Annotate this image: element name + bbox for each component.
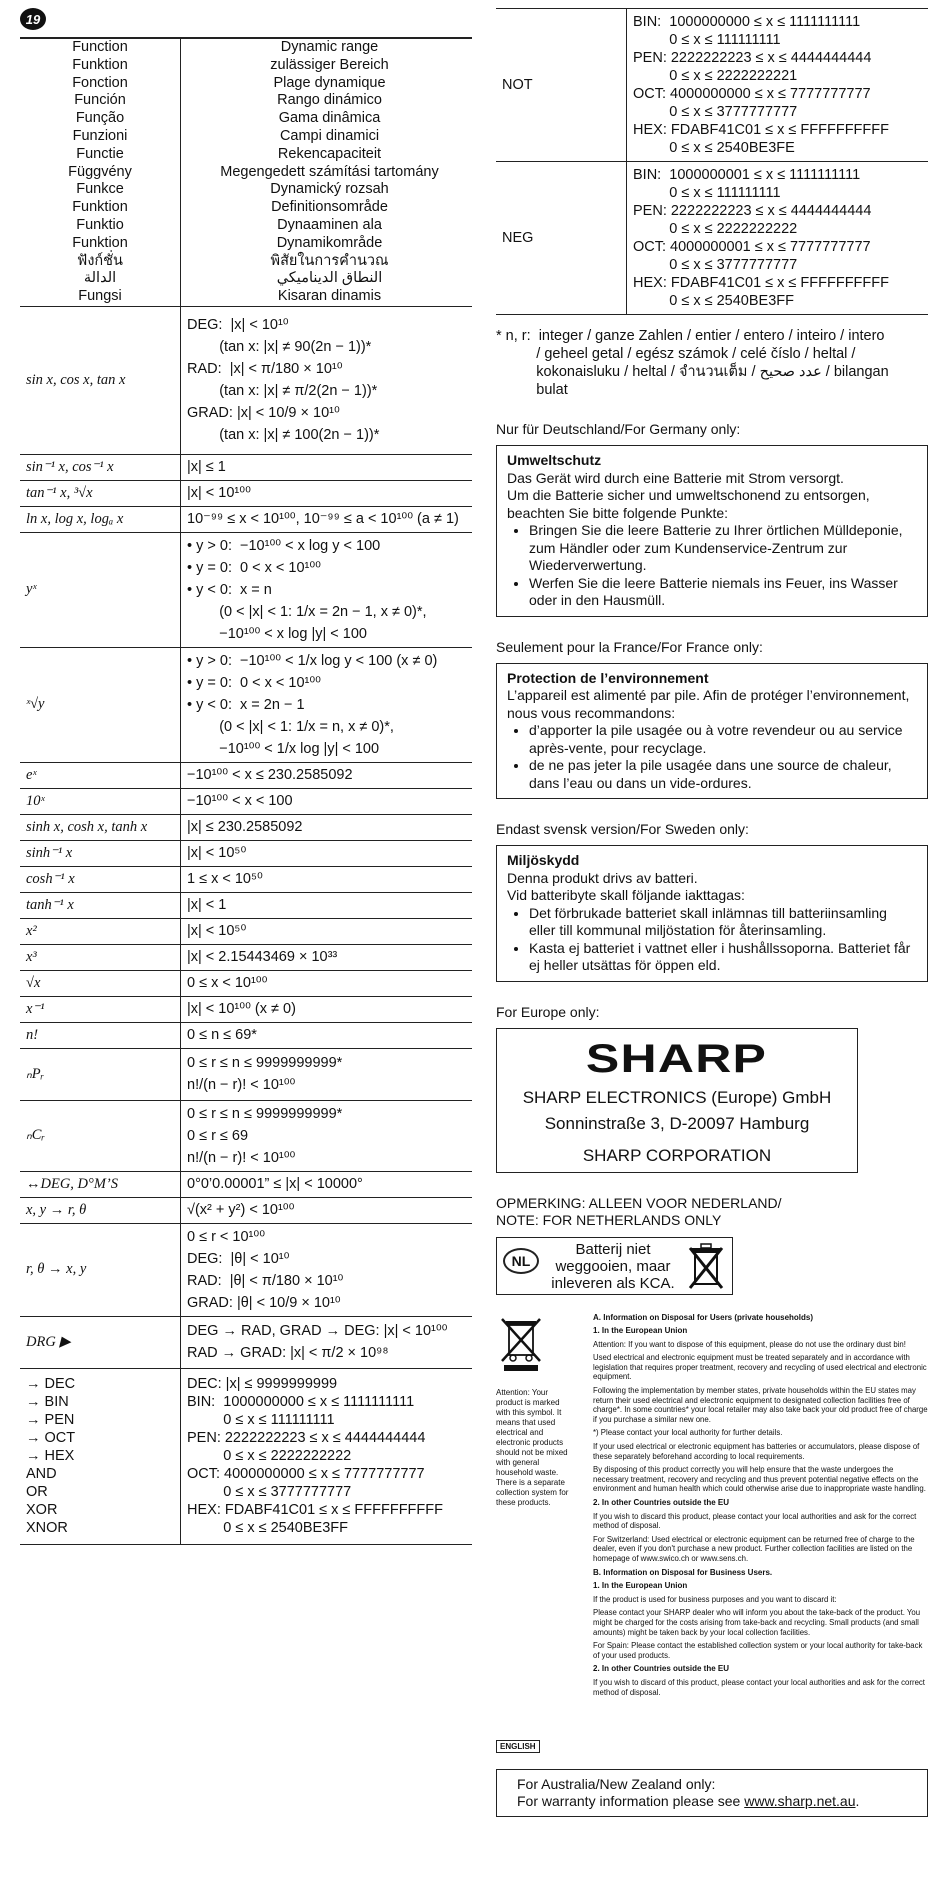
disposal-paragraph-text: If you wish to discard of this product, please contact your local authorities and ask for the correct method of disposal. [593,1677,925,1697]
function-cell: ₙCᵣ [20,1100,181,1171]
range-cell-line: BIN: 1000000000 ≤ x ≤ 1111111111 [187,1394,415,1411]
range-cell-line: • y = 0: 0 < x < 10¹⁰⁰ [187,559,321,576]
logic-range-line: 0 ≤ x ≤ 111111111 [633,32,781,48]
function-cell: sinh⁻¹ x [20,840,181,866]
table-row [20,1171,472,1197]
range-label-3: Rango dinámico [277,92,382,109]
function-label-8: Funkce [76,181,124,198]
range-cell-line: |x| ≤ 1 [187,459,226,476]
table-row [20,892,472,918]
function-cell-line: → HEX [26,1448,75,1465]
logic-range-cell [627,9,929,162]
range-cell [181,918,473,944]
disposal-paragraph [593,1581,928,1591]
table-row [20,762,472,788]
range-cell [181,1223,473,1316]
range-label-4: Gama dinâmica [278,110,381,127]
logic-table-row [496,9,928,162]
range-cell-line: • y = 0: 0 < x < 10¹⁰⁰ [187,674,321,691]
range-cell-line: RAD: |θ| < π/180 × 10¹⁰ [187,1272,344,1289]
logic-range-line: 0 ≤ x ≤ 2222222222 [633,221,798,237]
logic-range-line: 0 ≤ x ≤ 2540BE3FF [633,293,794,309]
crossed-bin-icon [686,1242,726,1290]
function-cell: DRG ▶ [20,1316,181,1368]
function-cell: x⁻¹ [20,996,181,1022]
function-cell: tanh⁻¹ x [20,892,181,918]
function-cell: sin⁻¹ x, cos⁻¹ x [20,454,181,480]
range-label-1: zulässiger Bereich [270,56,389,73]
range-cell-line: DEG: |θ| < 10¹⁰ [187,1250,290,1267]
disposal-paragraph-text: 1. In the European Union [593,1581,688,1591]
function-label-9: Funktion [72,199,128,216]
range-cell-line: −10¹⁰⁰ < x < 100 [187,793,293,810]
weee-information-text [593,1313,928,1702]
function-cell-line: → PEN [26,1412,75,1429]
netherlands-title-line-1: OPMERKING: ALLEEN VOOR NEDERLAND/ [496,1194,782,1211]
disposal-paragraph [593,1568,928,1578]
range-cell-line: |x| < 2.15443469 × 10³³ [187,949,338,966]
range-label-9: Definitionsområde [271,199,388,216]
netherlands-title-line-2: NOTE: FOR NETHERLANDS ONLY [496,1211,722,1228]
function-cell: ln x, log x, logₐ x [20,506,181,532]
logic-range-line: BIN: 1000000000 ≤ x ≤ 1111111111 [633,14,861,30]
function-label-12: ฟังก์ชั่น [77,252,123,269]
range-cell [181,506,473,532]
range-cell-line: |x| < 1 [187,897,227,914]
sharp-logo: SHARP [586,1036,768,1081]
function-label-3: Función [74,92,126,109]
table-row [20,1048,472,1100]
netherlands-title [496,1195,928,1229]
germany-bullet: • Werfen Sie die leere Batterie niemals ins Feuer, ins Wasser oder in den Hausmüll. [529,575,917,610]
logic-range-line: PEN: 2222222223 ≤ x ≤ 4444444444 [633,50,872,66]
range-cell-line: (tan x: |x| ≠ 100(2n − 1))* [187,427,380,444]
function-label-10: Funktio [76,216,124,233]
disposal-paragraph-text: For Spain: Please contact the established collection system or your local authority for take-back of your used products. [593,1641,923,1660]
disposal-paragraph [593,1595,928,1605]
disposal-paragraph-text: For Switzerland: Used electrical or electronic equipment can be returned free of charge to the dealer, even if you don't purchase a new product. Further collection facilities are listed on the homepage of www.swico.ch or www.sens.ch. [593,1534,915,1563]
range-cell [181,840,473,866]
function-label-14: Fungsi [78,288,122,305]
disposal-paragraph [593,1442,928,1461]
range-cell [181,762,473,788]
range-label-12: พิสัยในการคำนวณ [270,252,389,269]
range-cell-line: 0 ≤ x ≤ 2222222222 [187,1448,352,1465]
australia-warranty-box [496,1769,928,1817]
disposal-paragraph [593,1465,928,1494]
function-cell: ↔DEG, D°M’S [20,1171,181,1197]
range-cell-line: HEX: FDABF41C01 ≤ x ≤ FFFFFFFFFF [187,1502,443,1519]
logic-op-label: NEG [496,162,627,315]
france-bullet: • de ne pas jeter la pile usagée dans une source de chaleur, dans l’eau ou dans un vide-ordures. [529,757,917,792]
table-row [20,1100,472,1171]
range-label-14: Kisaran dinamis [277,288,382,305]
right-column [496,8,928,1817]
nl-battery-text [543,1241,683,1292]
disposal-paragraph-text: Attention: If you want to dispose of this equipment, please do not use the ordinary dust bin! [593,1339,906,1349]
function-cell: 10ˣ [20,788,181,814]
disposal-paragraph [593,1664,928,1674]
logic-range-line: BIN: 1000000001 ≤ x ≤ 1111111111 [633,167,861,183]
range-cell-line: 0 ≤ r < 10¹⁰⁰ [187,1228,266,1245]
logic-table-row [496,162,928,315]
range-cell-line: 0 ≤ x ≤ 111111111 [187,1412,335,1429]
table-row [20,647,472,762]
function-cell: tan⁻¹ x, ³√x [20,480,181,506]
function-cell: sinh x, cosh x, tanh x [20,814,181,840]
function-cell-line: AND [26,1466,57,1483]
range-cell [181,647,473,762]
disposal-paragraph [593,1678,928,1697]
weee-disposal-section [496,1313,928,1753]
range-cell-line: 0 ≤ x ≤ 2540BE3FF [187,1520,348,1537]
range-cell [181,866,473,892]
sharp-address-line: Sonninstraße 3, D-20097 Hamburg [544,1113,810,1133]
table-row [20,532,472,647]
page-number-badge: 19 [20,8,46,30]
logic-range-line: 0 ≤ x ≤ 111111111 [633,185,781,201]
footnote-line: bulat [496,382,568,398]
function-cell: cosh⁻¹ x [20,866,181,892]
sweden-bullet: • Det förbrukade batteriet skall inlämnas till batteriinsamling eller till kommunal miljöstation för återinsamling. [529,905,917,940]
function-cell: x, y → r, θ [20,1197,181,1223]
netherlands-battery-box [496,1237,733,1295]
disposal-paragraph [593,1313,928,1323]
range-cell-line: GRAD: |θ| < 10/9 × 10¹⁰ [187,1294,341,1311]
range-cell-line: n!/(n − r)! < 10¹⁰⁰ [187,1149,296,1166]
weee-crossed-bin-icon [498,1313,544,1371]
range-cell-line: • y < 0: x = n [187,581,272,598]
range-cell [181,1100,473,1171]
disposal-paragraph-text: 2. In other Countries outside the EU [593,1498,730,1507]
table-row [20,1197,472,1223]
range-cell-line: −10¹⁰⁰ < x log |y| < 100 [187,625,367,642]
function-cell: n! [20,1022,181,1048]
table-row [20,970,472,996]
nl-text-line: inleveren als KCA. [551,1274,675,1292]
germany-bullet: • Bringen Sie die leere Batterie zu Ihrer örtlichen Mülldeponie, zum Händler oder zum Kundenservice-Zentrum zur Wiederverwertung. [529,522,917,575]
range-label-8: Dynamický rozsah [270,181,389,198]
nl-text-line: weggooien, maar [555,1257,671,1275]
range-cell [181,532,473,647]
range-cell [181,944,473,970]
function-cell: sin x, cos x, tan x [20,306,181,454]
sharp-address-box [496,1028,858,1173]
table-row [20,996,472,1022]
range-label-0: Dynamic range [280,39,379,55]
range-cell [181,1368,473,1544]
sharp-europe-line: SHARP ELECTRONICS (Europe) GmbH [522,1087,832,1107]
germany-text-line: beachten Sie bitte folgende Punkte: [507,504,729,521]
logic-range-line: HEX: FDABF41C01 ≤ x ≤ FFFFFFFFFF [633,275,889,291]
disposal-paragraph-text: *) Please contact your local authority for further details. [593,1428,783,1438]
table-row [20,1368,472,1544]
range-cell-line: −10¹⁰⁰ < x ≤ 230.2585092 [187,767,353,784]
range-cell-line: OCT: 4000000000 ≤ x ≤ 7777777777 [187,1466,425,1483]
sweden-text-line: Denna produkt drivs av batteri. [507,869,698,886]
table-row [20,814,472,840]
logic-range-line: 0 ≤ x ≤ 2540BE3FE [633,140,795,156]
range-label-11: Dynamikområde [276,234,383,251]
logic-range-line: PEN: 2222222223 ≤ x ≤ 4444444444 [633,203,872,219]
range-header-cell [181,38,473,306]
range-cell-line: GRAD: |x| < 10/9 × 10¹⁰ [187,405,340,422]
germany-text-line: Um die Batterie sicher und umweltschonend zu entsorgen, [507,487,870,503]
germany-title: Nur für Deutschland/For Germany only: [496,421,741,437]
nl-oval-badge: NL [503,1248,539,1274]
footnote-line: / geheel getal / egész számok / celé číslo / heltal / [496,346,856,362]
disposal-paragraph-text: Following the implementation by member states, private households within the EU states may return their used electrical and electronic equipment to designated collection facilities free of charge*. In some countries* your local retailer may also take back your old product free of charge if you purchase a similar new one. [593,1386,928,1424]
range-cell-line: 0 ≤ x ≤ 3777777777 [187,1484,352,1501]
range-label-13: النطاق الديناميكي [276,270,383,287]
disposal-paragraph [593,1641,928,1660]
function-cell-line: → OCT [26,1430,76,1447]
disposal-paragraph [593,1535,928,1564]
function-cell: ₙPᵣ [20,1048,181,1100]
range-cell-line: n!/(n − r)! < 10¹⁰⁰ [187,1077,296,1094]
range-cell-line: (0 < |x| < 1: 1/x = 2n − 1, x ≠ 0)*, [187,603,427,620]
range-cell-line: RAD: |x| < π/180 × 10¹⁰ [187,361,343,378]
disposal-paragraph-text: A. Information on Disposal for Users (private households) [593,1312,814,1322]
france-title: Seulement pour la France/For France only: [496,638,763,655]
range-cell-line: |x| < 10⁵⁰ [187,845,247,862]
nl-text-line: Batterij niet [575,1240,651,1258]
range-cell-line: PEN: 2222222223 ≤ x ≤ 4444444444 [187,1430,426,1447]
range-cell-line: • y > 0: −10¹⁰⁰ < x log y < 100 [187,537,381,554]
table-row [20,918,472,944]
range-label-7: Megengedett számítási tartomány [220,163,439,180]
range-cell-line: • y > 0: −10¹⁰⁰ < 1/x log y < 100 (x ≠ 0) [187,652,438,669]
range-cell-line: |x| < 10⁵⁰ [187,923,247,940]
disposal-paragraph-text: Used electrical and electronic equipment must be treated separately and in accordance with legislation that requires proper treatment, recovery and recycling of used electrical and electronic equipment. [593,1353,927,1382]
range-cell [181,814,473,840]
function-cell-line: OR [26,1484,48,1501]
sweden-text-line: Vid batteribyte skall följande iakttagas: [507,887,745,903]
germany-text-line: Das Gerät wird durch eine Batterie mit Strom versorgt. [507,469,844,486]
disposal-paragraph-text: B. Information on Disposal for Business Users. [593,1567,773,1577]
weee-attention-text: Attention: Your product is marked with this symbol. It means that used electrical and electronic products should not be mixed with general household waste. There is a separate collection system for these products. [496,1387,569,1507]
function-label-1: Funktion [72,56,128,73]
table-row [20,866,472,892]
range-cell [181,1171,473,1197]
range-cell-line: 0°0’0.00001” ≤ |x| < 10000° [187,1176,363,1193]
france-text-line: L’appareil est alimenté par pile. Afin de protéger l’environnement, [507,687,910,703]
function-range-table [20,37,472,1545]
table-row [20,1022,472,1048]
disposal-paragraph-text: If you wish to discard this product, please contact your local authorities and ask for the correct method of disposal. [593,1511,917,1531]
disposal-paragraph-text: 2. In other Countries outside the EU [593,1664,730,1674]
range-cell-line: −10¹⁰⁰ < 1/x log |y| < 100 [187,740,380,757]
range-cell-line: • y < 0: x = 2n − 1 [187,696,305,713]
range-cell-line: 10⁻⁹⁹ ≤ x < 10¹⁰⁰, 10⁻⁹⁹ ≤ a < 10¹⁰⁰ (a ≠ 1) [187,511,459,528]
range-cell-line: 0 ≤ r ≤ n ≤ 9999999999* [187,1105,343,1122]
disposal-paragraph [593,1326,928,1336]
function-cell-line: XOR [26,1502,58,1519]
disposal-paragraph-text: If your used electrical or electronic equipment has batteries or accumulators, please dispose of these separately beforehand according to local requirements. [593,1442,920,1461]
france-bullet: • d’apporter la pile usagée ou à votre revendeur ou au service après-vente, pour recyclage. [529,722,917,757]
disposal-paragraph-text: By disposing of this product correctly you will help ensure that the waste undergoes the necessary treatment, recovery and recycling and thus prevent potential negative effects on the environment and human health which could otherwise arise due to inappropriate waste handling. [593,1465,926,1494]
australia-title: For Australia/New Zealand only: [517,1775,716,1792]
range-cell-line: √(x² + y²) < 10¹⁰⁰ [187,1202,295,1219]
sweden-bullet: • Kasta ej batteriet i vattnet eller i hushållssoporna. Batteriet får ej heller utsättas för öppen eld. [529,940,917,975]
function-header-cell [20,38,181,306]
range-label-2: Plage dynamique [273,74,386,91]
range-label-5: Campi dinamici [279,127,380,144]
function-label-5: Funzioni [72,127,128,144]
table-row [20,306,472,454]
function-cell: eˣ [20,762,181,788]
disposal-paragraph [593,1353,928,1382]
english-language-badge: ENGLISH [496,1740,540,1753]
range-cell [181,970,473,996]
table-row [20,1223,472,1316]
table-row [20,506,472,532]
range-cell-line: 0 ≤ x < 10¹⁰⁰ [187,975,268,992]
function-cell-line: → BIN [26,1394,69,1411]
range-cell-line: |x| < 10¹⁰⁰ (x ≠ 0) [187,1001,296,1018]
range-cell [181,1022,473,1048]
logic-range-line: 0 ≤ x ≤ 2222222221 [633,68,798,84]
range-cell-line: RAD → GRAD: |x| < π/2 × 10⁹⁸ [187,1345,389,1362]
footnote-line: kokonaisluku / heltal / จำนวนเต็ม / عدد صحيح / bilangan [496,364,889,380]
logic-range-cell [627,162,929,315]
disposal-paragraph [593,1386,928,1424]
germany-box [496,445,928,617]
table-row [20,788,472,814]
range-cell-line: 0 ≤ r ≤ 69 [187,1127,249,1144]
function-label-0: Function [72,39,128,55]
function-cell: √x [20,970,181,996]
function-label-6: Functie [76,145,124,162]
disposal-paragraph [593,1608,928,1637]
table-row [20,1316,472,1368]
range-cell-line: (tan x: |x| ≠ π/2(2n − 1))* [187,383,378,400]
range-cell [181,1197,473,1223]
function-label-2: Fonction [72,74,128,91]
function-cell: yˣ [20,532,181,647]
logic-range-line: 0 ≤ x ≤ 3777777777 [633,257,798,273]
range-label-6: Rekencapaciteit [277,145,382,162]
function-cell: r, θ → x, y [20,1223,181,1316]
range-cell-line: (tan x: |x| ≠ 90(2n − 1))* [187,339,372,356]
table-row [20,840,472,866]
range-cell-line: 1 ≤ x < 10⁵⁰ [187,871,263,888]
germany-heading: Umweltschutz [507,452,602,468]
table-row [20,944,472,970]
range-cell [181,1048,473,1100]
function-cell-line: XNOR [26,1520,68,1537]
europe-title: For Europe only: [496,1003,600,1020]
range-cell-line: DEC: |x| ≤ 9999999999 [187,1376,338,1393]
range-cell-line: DEG → RAD, GRAD → DEG: |x| < 10¹⁰⁰ [187,1323,448,1340]
disposal-paragraph [593,1512,928,1531]
sharp-corporation-line: SHARP CORPORATION [582,1145,772,1165]
sweden-title: Endast svensk version/For Sweden only: [496,821,749,837]
disposal-paragraph-text: 1. In the European Union [593,1326,688,1336]
function-cell-line: → DEC [26,1376,76,1393]
function-cell: x³ [20,944,181,970]
logic-range-line: OCT: 4000000000 ≤ x ≤ 7777777777 [633,86,871,102]
function-cell [20,1368,181,1544]
range-cell-line: 0 ≤ n ≤ 69* [187,1027,257,1044]
range-cell [181,454,473,480]
sweden-heading: Miljöskydd [507,852,580,868]
footnote-integer [496,327,928,399]
logic-range-line: 0 ≤ x ≤ 3777777777 [633,104,798,120]
function-cell: x² [20,918,181,944]
france-heading: Protection de l’environnement [507,669,709,686]
table-row [20,480,472,506]
disposal-paragraph [593,1340,928,1350]
range-cell [181,480,473,506]
disposal-paragraph [593,1428,928,1438]
france-box [496,663,928,800]
australia-warranty-line: For warranty information please see www.sharp.net.au. [517,1792,860,1809]
range-cell-line: (0 < |x| < 1: 1/x = n, x ≠ 0)*, [187,718,394,735]
disposal-paragraph-text: If the product is used for business purposes and you want to discard it: [593,1594,837,1604]
function-label-11: Funktion [72,234,128,251]
range-cell-line: |x| < 10¹⁰⁰ [187,485,251,502]
range-cell [181,788,473,814]
table-header-row [20,38,472,306]
logic-op-label: NOT [496,9,627,162]
disposal-paragraph-text: Please contact your SHARP dealer who will inform you about the take-back of the product. You might be charged for the costs arising from take-back and recycling. Small products (and small amounts) might be taken back by your local collection facilities. [593,1608,921,1637]
logic-range-line: HEX: FDABF41C01 ≤ x ≤ FFFFFFFFFF [633,122,889,138]
range-label-10: Dynaaminen ala [277,216,382,233]
footnote-line: * n, r: integer / ganze Zahlen / entier / entero / inteiro / intero [496,328,885,344]
sweden-box [496,845,928,982]
range-cell-line: |x| ≤ 230.2585092 [187,819,303,836]
disposal-paragraph [593,1498,928,1508]
function-label-7: Függvény [68,163,132,180]
function-cell: ˣ√y [20,647,181,762]
table-row [20,454,472,480]
sharp-australia-link[interactable]: www.sharp.net.au [744,1792,856,1809]
range-cell [181,306,473,454]
range-cell [181,1316,473,1368]
range-cell-line: DEG: |x| < 10¹⁰ [187,317,289,334]
logic-range-line: OCT: 4000000001 ≤ x ≤ 7777777777 [633,239,871,255]
range-cell [181,996,473,1022]
france-text-line: nous vous recommandons: [507,704,676,721]
range-cell [181,892,473,918]
range-cell-line: 0 ≤ r ≤ n ≤ 9999999999* [187,1055,343,1072]
function-label-13: الدالة [83,270,117,287]
function-label-4: Função [75,110,125,127]
